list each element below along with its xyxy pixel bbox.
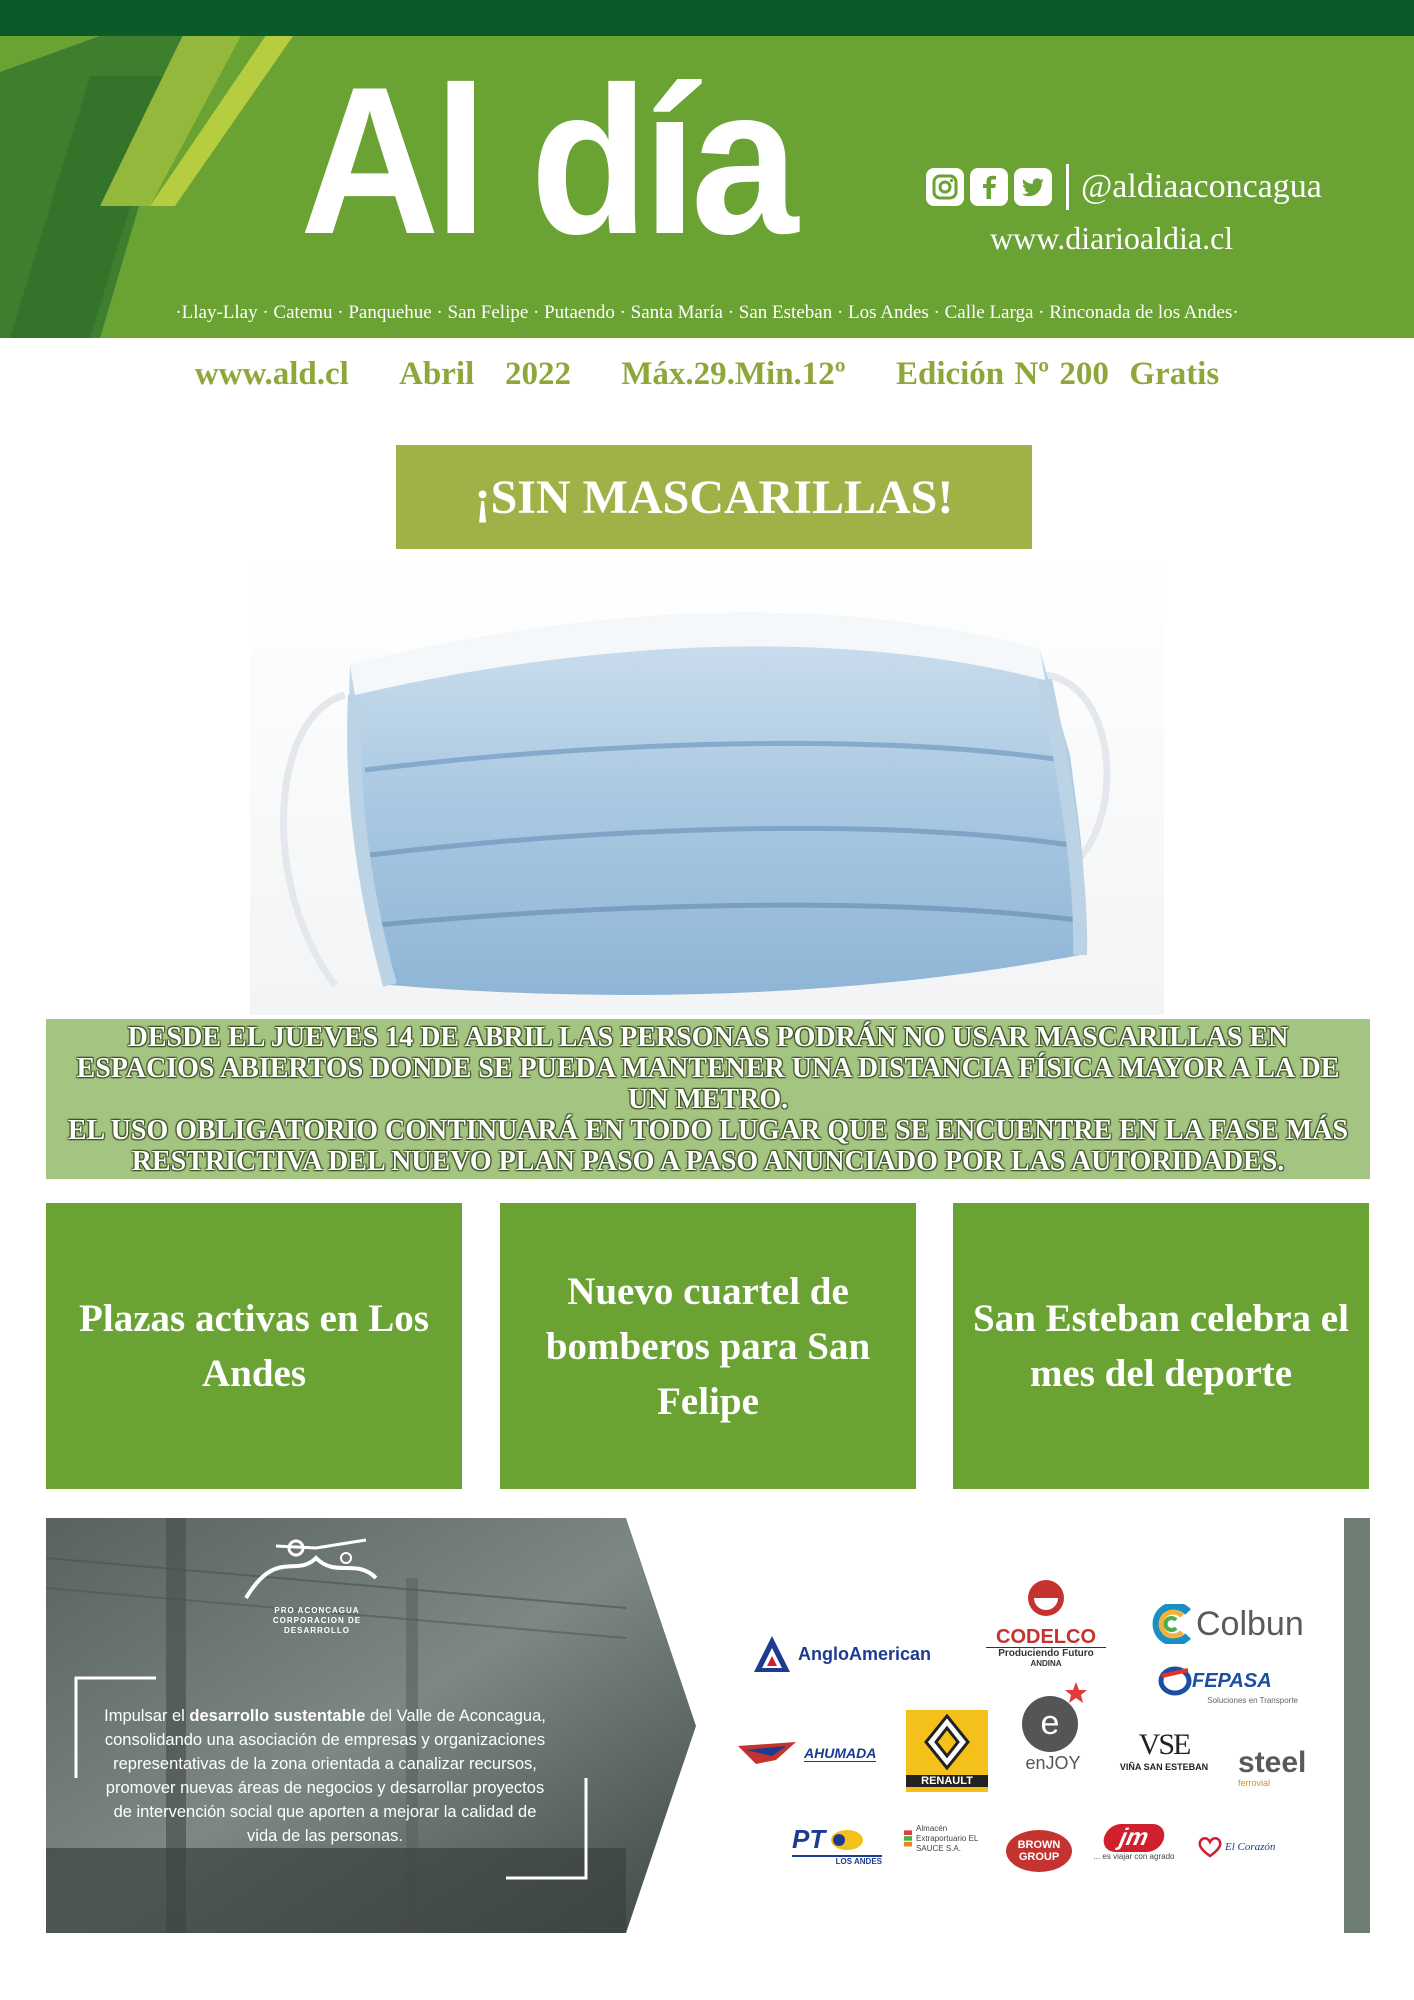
facebook-icon[interactable] [970,168,1008,206]
mission-bold: desarrollo sustentable [189,1707,366,1725]
pt-label: PT [792,1824,826,1854]
jm-label: jm [1117,1824,1151,1851]
renault-icon [922,1714,972,1770]
heart-icon [1198,1836,1222,1858]
mission-post: del Valle de Aconcagua, consolidando una asociación de empresas y organizaciones representativas de la zona orientada a canalizar recursos, promover nuevas áreas de negocios y desarrollar proyectos de intervención social que aporten a mejorar la calidad de vida de las personas. [104,1707,546,1845]
banner-line-1: DESDE EL JUEVES 14 DE ABRIL LAS PERSONAS PODRÁN NO USAR MASCARILLAS EN ESPACIOS ABIERTOS DONDE SE PUEDA MANTENER UNA DISTANCIA FÍSICA MAYOR A LA DE UN METRO. [76,1021,1340,1115]
fepasa-icon [1158,1666,1192,1696]
el-corazon-label: El Corazón [1225,1841,1276,1853]
steel-label: steel [1238,1746,1307,1779]
edition-number: Edición Nº 200 Gratis [895,356,1220,392]
surgical-mask-image [250,555,1164,1015]
issue-date: Abril 2022 [399,356,571,392]
website-link[interactable]: www.diarioaldia.cl [990,220,1234,256]
anglo-american-label: AngloAmerican [798,1643,932,1664]
steel-sub: ferrovial [1238,1778,1271,1788]
vse-label: VSE [1138,1728,1190,1761]
fepasa-sub: Soluciones en Transporte [1207,1696,1298,1705]
ahumada-logo [736,1740,876,1766]
weather-info: Máx.29.Min.12º [621,356,846,392]
social-separator [1066,164,1069,210]
sponsor-org-line-1: PRO ACONCAGUA [274,1606,360,1615]
renault-logo [906,1710,988,1792]
enjoy-icon [1018,1680,1088,1754]
social-links [926,164,1322,210]
pt-sub: LOS ANDES [792,1855,882,1866]
enjoy-logo [1014,1680,1092,1774]
anglo-american-logo [752,1634,931,1674]
banner-text [46,1022,1370,1177]
steel-logo [1238,1748,1306,1788]
enjoy-label: enJOY [1025,1753,1081,1773]
codelco-icon [1022,1578,1070,1622]
colbun-label: Colbun [1196,1604,1304,1643]
codelco-sub: Produciendo Futuro [986,1647,1106,1659]
social-handle[interactable]: @aldiaaconcagua [1081,168,1322,205]
colbun-logo [1148,1604,1304,1644]
story-title: Plazas activas en Los Andes [79,1297,429,1395]
fepasa-logo [1158,1666,1298,1705]
codelco-logo [986,1578,1106,1668]
story-title: Nuevo cuartel de bomberos para San Felipe [545,1269,871,1423]
fepasa-label: FEPASA [1192,1669,1272,1692]
main-headline: ¡SIN MASCARILLAS! [474,470,954,524]
almacen-icon [904,1824,912,1854]
codelco-label: CODELCO [996,1626,1096,1648]
anglo-american-icon [752,1634,792,1674]
brown-group-logo [1006,1830,1072,1872]
vina-label: VIÑA SAN ESTEBAN [1119,1762,1209,1772]
jm-sub: ... es viajar con agrado [1093,1852,1175,1861]
renault-label: RENAULT [906,1775,988,1787]
twitter-icon[interactable] [1014,168,1052,206]
story-title: San Esteban celebra el mes del deporte [973,1297,1349,1395]
sponsor-org-name [242,1606,392,1636]
almacen-label: Almacén Extraportuario EL SAUCE S.A. [916,1824,979,1853]
vina-san-esteban-logo [1104,1728,1224,1772]
instagram-icon[interactable] [926,168,964,206]
sponsor-side-strip [1344,1518,1370,1933]
towns-list: ·Llay-Llay · Catemu · Panquehue · San Felipe · Putaendo · Santa María · San Esteban · Los Andes · Calle Larga · Rinconada de los Andes· [175,302,1239,323]
svg-text:e: e [1040,1704,1060,1742]
story-card[interactable] [46,1203,462,1489]
edition-info-line [0,356,1414,393]
colbun-icon [1148,1604,1194,1644]
sponsor-org-line-2: CORPORACION DE DESARROLLO [272,1616,362,1635]
brown-group-label: BROWN GROUP [1017,1839,1061,1863]
almacen-el-sauce-logo [904,1824,998,1854]
ahumada-label: AHUMADA [804,1744,877,1761]
site-url[interactable]: www.ald.cl [194,356,349,392]
mission-pre: Impulsar el [104,1707,190,1725]
pt-los-andes-logo [792,1824,882,1866]
jm-logo [1086,1824,1182,1861]
el-corazon-logo [1198,1836,1275,1858]
headline-box [396,445,1032,549]
story-card[interactable] [953,1203,1369,1489]
sponsor-mission-text [100,1704,550,1848]
codelco-sub2: ANDINA [1030,1659,1062,1668]
header-top-bar [0,0,1414,36]
story-card[interactable] [500,1203,916,1489]
news-banner [46,1019,1370,1179]
sponsor-advertisement [46,1518,1370,1933]
ahumada-icon [736,1740,798,1766]
newspaper-title: Al día [300,43,793,278]
pt-icon [825,1828,865,1852]
banner-line-2: EL USO OBLIGATORIO CONTINUARÁ EN TODO LUGAR QUE SE ENCUENTRE EN LA FASE MÁS RESTRICTIVA DEL NUEVO PLAN PASO A PASO ANUNCIADO POR LAS AUTORIDADES. [67,1114,1349,1177]
